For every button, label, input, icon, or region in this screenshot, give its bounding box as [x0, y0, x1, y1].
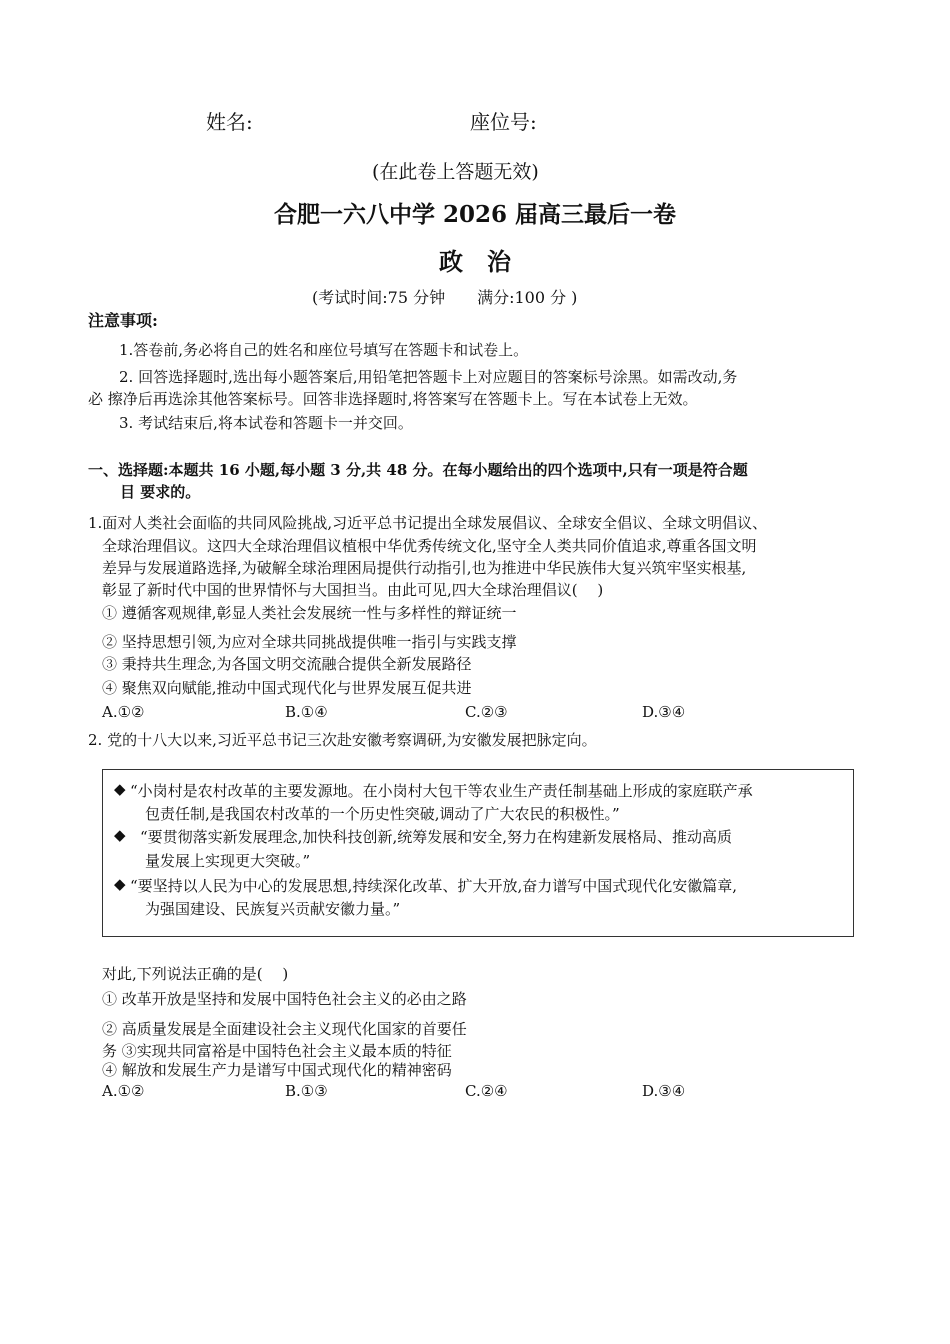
quote3-bullet: ◆ — [114, 875, 126, 893]
q2-choice-b: B.①③ — [285, 1082, 328, 1100]
quote3-line2: 为强国建设、民族复兴贡献安徽力量。” — [145, 900, 401, 918]
q1-choice-d: D.③④ — [642, 703, 686, 721]
subject-title: 政 治 — [439, 247, 511, 276]
exam-info: (考试时间:75 分钟 满分:100 分 ) — [312, 288, 578, 307]
q1-option-2: ② 坚持思想引领,为应对全球共同挑战提供唯一指引与实践支撑 — [102, 633, 517, 651]
quote1-line2: 包责任制,是我国农村改革的一个历史性突破,调动了广大农民的积极性。” — [145, 805, 620, 823]
quote1-bullet: ◆ — [114, 780, 126, 798]
section1-heading-line2: 目 要求的。 — [120, 483, 201, 501]
q2-option-2-line1: ② 高质量发展是全面建设社会主义现代化国家的首要任 — [102, 1020, 467, 1038]
q2-choice-a: A.①② — [102, 1082, 145, 1100]
note-item-2-line2: 必 擦净后再选涂其他答案标号。回答非选择题时,将答案写在答题卡上。写在本试卷上无效。 — [88, 390, 698, 408]
name-label: 姓名: — [206, 110, 253, 134]
q1-line2: 全球治理倡议。这四大全球治理倡议植根中华优秀传统文化,坚守全人类共同价值追求,尊重各国文明 — [102, 537, 757, 555]
q1-option-1: ① 遵循客观规律,彰显人类社会发展统一性与多样性的辩证统一 — [102, 604, 517, 622]
q2-option-1: ① 改革开放是坚持和发展中国特色社会主义的必由之路 — [102, 990, 467, 1008]
q2-intro: 2. 党的十八大以来,习近平总书记三次赴安徽考察调研,为安徽发展把脉定向。 — [88, 731, 597, 749]
q2-choice-d: D.③④ — [642, 1082, 686, 1100]
q1-choice-b: B.①④ — [285, 703, 328, 721]
quote2-line2: 量发展上实现更大突破。” — [145, 852, 311, 870]
q1-line4: 彰显了新时代中国的世界情怀与大国担当。由此可见,四大全球治理倡议( ) — [102, 581, 604, 599]
note-item-2-line1: 2. 回答选择题时,选出每小题答案后,用铅笔把答题卡上对应题目的答案标号涂黑。如需改动,务 — [119, 368, 738, 386]
invalid-note: (在此卷上答题无效) — [372, 161, 539, 183]
quote2-line1: “要贯彻落实新发展理念,加快科技创新,统筹发展和安全,努力在构建新发展格局、推动高质 — [140, 828, 732, 846]
quote3-line1: “要坚持以人民为中心的发展思想,持续深化改革、扩大开放,奋力谱写中国式现代化安徽篇章, — [130, 877, 737, 895]
q1-option-3: ③ 秉持共生理念,为各国文明交流融合提供全新发展路径 — [102, 655, 472, 673]
q1-choice-a: A.①② — [102, 703, 145, 721]
q1-option-4: ④ 聚焦双向赋能,推动中国式现代化与世界发展互促共进 — [102, 679, 472, 697]
exam-title: 合肥一六八中学 2026 届高三最后一卷 — [273, 201, 677, 228]
note-item-1: 1.答卷前,务必将自己的姓名和座位号填写在答题卡和试卷上。 — [119, 341, 529, 359]
notes-heading: 注意事项: — [88, 311, 158, 330]
seat-label: 座位号: — [470, 110, 537, 134]
q1-line3: 差异与发展道路选择,为破解全球治理困局提供行动指引,也为推进中华民族伟大复兴筑牢坚实根基, — [102, 559, 747, 577]
note-item-3: 3. 考试结束后,将本试卷和答题卡一并交回。 — [119, 414, 413, 432]
quote1-line1: “小岗村是农村改革的主要发源地。在小岗村大包干等农业生产责任制基础上形成的家庭联产承 — [130, 782, 753, 800]
q2-question: 对此,下列说法正确的是( ) — [102, 965, 289, 983]
q2-option-2-line2: 务 ③实现共同富裕是中国特色社会主义最本质的特征 — [102, 1042, 452, 1060]
q1-choice-c: C.②③ — [465, 703, 508, 721]
quote2-bullet: ◆ — [114, 826, 126, 844]
q2-choice-c: C.②④ — [465, 1082, 508, 1100]
q1-line1: 1.面对人类社会面临的共同风险挑战,习近平总书记提出全球发展倡议、全球安全倡议、全球文明倡议、 — [88, 514, 768, 532]
q2-option-4: ④ 解放和发展生产力是谱写中国式现代化的精神密码 — [102, 1061, 452, 1079]
section1-heading-line1: 一、选择题:本题共 16 小题,每小题 3 分,共 48 分。在每小题给出的四个选项中,只有一项是符合题 — [88, 461, 748, 479]
